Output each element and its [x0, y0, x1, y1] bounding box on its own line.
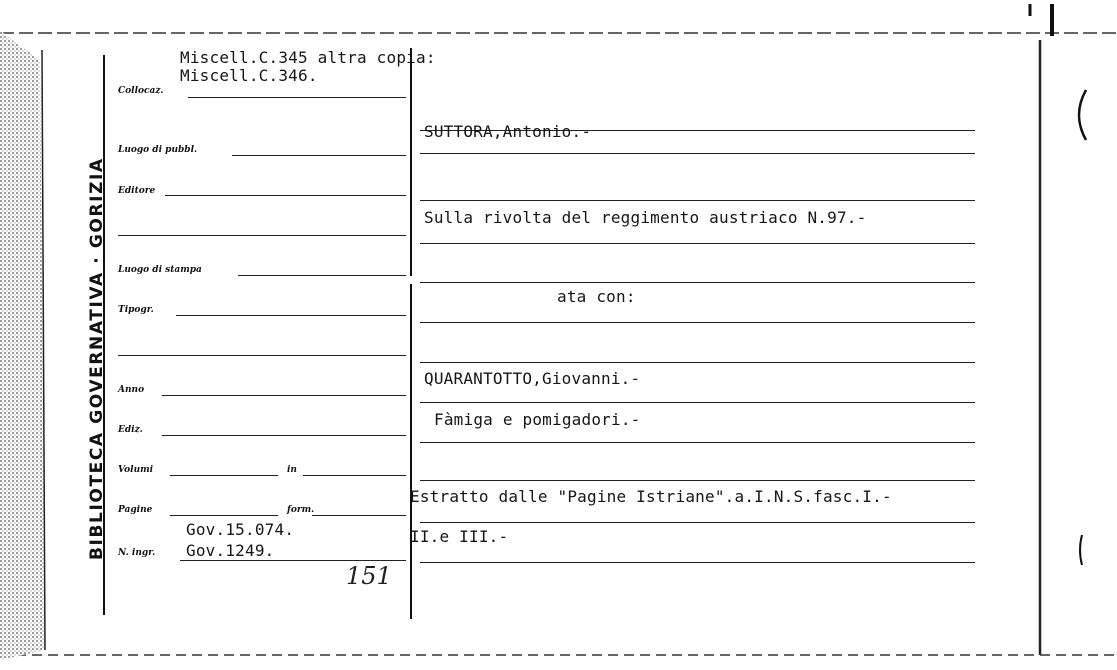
label-collocazione: Collocaz.: [118, 86, 164, 96]
line-anno: [162, 395, 406, 396]
label-tipografia: Tipogr.: [118, 305, 154, 315]
typed-shelf-2: Gov.1249.: [186, 541, 275, 560]
line-luogo-stampa: [238, 275, 406, 276]
handwritten-number: 151: [346, 562, 392, 590]
line-luogo-pubbl: [232, 155, 406, 156]
rule-author-2: [420, 153, 975, 154]
typed-extract-2: II.e III.-: [410, 527, 509, 546]
typed-shelf-1: Gov.15.074.: [186, 520, 295, 539]
scan-edge: [0, 0, 60, 670]
label-in: in: [287, 465, 297, 475]
label-anno: Anno: [118, 385, 145, 395]
line-n-ingresso: [180, 560, 406, 561]
rule-10: [420, 562, 975, 563]
line-tipografia-2: [118, 355, 406, 356]
typed-extract-1: Estratto dalle "Pagine Istriane".a.I.N.S.fasc.I.-: [410, 487, 892, 506]
label-luogo-stampa: Luogo di stampa: [118, 265, 202, 275]
line-edizione: [162, 435, 406, 436]
label-editore: Editore: [118, 186, 156, 196]
line-editore-2: [118, 235, 406, 236]
rule-3: [420, 282, 975, 283]
rule-9: [420, 522, 975, 523]
typed-author: SUTTORA,Antonio.-: [424, 122, 592, 141]
center-rule-upper: [410, 48, 412, 276]
center-rule-lower: [410, 284, 412, 619]
rule-8: [420, 480, 975, 481]
rule-5: [420, 362, 975, 363]
line-collocazione: [188, 97, 406, 98]
line-pagine: [170, 515, 278, 516]
typed-second-author: QUARANTOTTO,Giovanni.-: [424, 369, 641, 388]
left-margin-rule: [103, 55, 105, 615]
label-n-ingresso: N. ingr.: [118, 548, 156, 558]
typed-bound-with: ata con:: [557, 287, 636, 306]
rule-4: [420, 322, 975, 323]
line-tipografia: [176, 315, 406, 316]
rule-6: [420, 402, 975, 403]
rule-7: [420, 442, 975, 443]
rule-title-2: [420, 243, 975, 244]
line-in: [303, 475, 406, 476]
library-stamp-title: BIBLIOTECA GOVERNATIVA · GORIZIA: [87, 157, 107, 560]
rule-title: [420, 200, 975, 201]
typed-collocation-2: Miscell.C.346.: [180, 66, 318, 85]
typed-second-title: Fàmiga e pomigadori.-: [434, 410, 641, 429]
typed-title: Sulla rivolta del reggimento austriaco N.97.-: [424, 208, 867, 227]
label-formato: form.: [287, 505, 315, 515]
label-luogo-pubbl: Luogo di pubbl.: [118, 145, 198, 155]
line-formato: [312, 515, 406, 516]
typed-collocation-1: Miscell.C.345 altra copia:: [180, 48, 436, 67]
line-editore: [165, 195, 406, 196]
line-volumi: [170, 475, 278, 476]
label-edizione: Ediz.: [118, 425, 143, 435]
label-pagine: Pagine: [118, 505, 153, 515]
label-volumi: Volumi: [118, 465, 154, 475]
